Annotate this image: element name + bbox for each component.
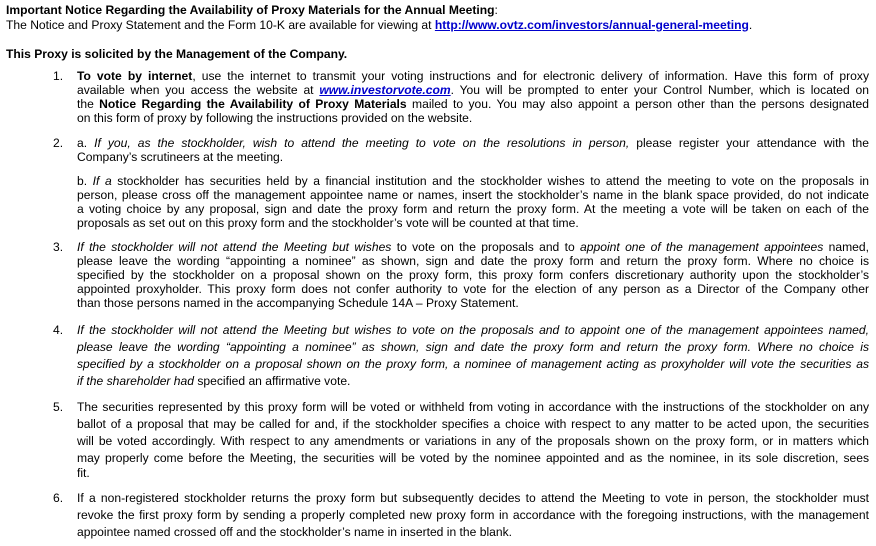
notice-heading-line xyxy=(6,3,498,17)
item-3-number: 3. xyxy=(53,240,64,254)
item-1-text: mailed to you. You may also appoint a person other than the persons designated xyxy=(406,97,869,111)
item-2b-label: b. xyxy=(77,174,88,188)
item-5-line-3: will be voted accordingly. With respect to any amendments or variations in any of the proposals shown on the proxy form, or in matters which xyxy=(77,434,869,448)
item-1-text: , use the internet to transmit your voting instructions and for electronic delivery of information. Have this form of proxy xyxy=(192,69,869,83)
item-6-line-3: appointee named crossed off and the stockholder’s name in inserted in the blank. xyxy=(77,525,512,539)
notice-line xyxy=(6,18,752,32)
item-1-text: . You will be prompted to enter your Control Number, which is located on xyxy=(450,83,869,97)
item-5-line-5: fit. xyxy=(77,466,90,480)
notice-heading-suffix: : xyxy=(494,3,498,17)
item-3-line-1 xyxy=(77,240,869,254)
item-2a-line-1 xyxy=(77,136,869,150)
item-3-line-2: please leave the wording “appointing a nominee” as shown, sign and date the proxy form and return the proxy form. Where no choice is xyxy=(77,254,869,268)
item-6-line-2: revoke the first proxy form by sending a properly completed new proxy form in accordance with the foregoing instructions, with the management xyxy=(77,508,869,522)
item-2a-italic: If you, as the stockholder, wish to attend the meeting to vote on the resolutions in person, xyxy=(94,136,630,150)
item-2b-line-2: person, please cross off the management appointee name or names, insert the stockholder’s name in the blank space provided, do not indicate xyxy=(77,188,869,202)
item-5-line-4: may properly come before the Meeting, the securities will be voted by the nominee appointed and as the nominee, in its sole discretion, sees xyxy=(77,451,869,465)
item-1-text: the xyxy=(77,97,100,111)
item-4-line-3: specified by a stockholder on a proposal shown on the proxy form, a nominee of management acting as proxyholder will vote the securities as xyxy=(77,357,869,371)
item-2b-line-3: a voting choice by any proposal, sign and date the proxy form and return the proxy form. At the meeting a vote will be taken on each of the xyxy=(77,202,869,216)
item-6-line-1: If a non-registered stockholder returns the proxy form but subsequently decides to attend the Meeting to vote in person, the stockholder must xyxy=(77,491,869,505)
item-4-line-1: If the stockholder will not attend the Meeting but wishes to vote on the proposals and to appoint one of the management appointees named, xyxy=(77,323,869,337)
item-4-number: 4. xyxy=(53,323,64,337)
item-2b-text: stockholder has securities held by a financial institution and the stockholder wishes to attend the meeting to vote on the proposals in xyxy=(111,174,869,188)
item-1-bold: To vote by internet xyxy=(77,69,193,83)
item-4-line-4 xyxy=(77,374,350,388)
item-6-number: 6. xyxy=(53,491,64,505)
item-2-number: 2. xyxy=(53,136,64,150)
item-4-italic: if the shareholder had xyxy=(77,374,194,388)
item-2a-line-2: Company’s scrutineers at the meeting. xyxy=(77,150,284,164)
item-1-line-1 xyxy=(77,69,869,83)
item-5-number: 5. xyxy=(53,400,64,414)
solicitation-statement: This Proxy is solicited by the Management of the Company. xyxy=(6,47,348,61)
proxy-materials-link[interactable]: http://www.ovtz.com/investors/annual-general-meeting xyxy=(434,18,749,32)
item-5-line-2: ballot of a proposal that may be called for and, if the stockholder specifies a choice with respect to any matter to be acted upon, the securities xyxy=(77,417,869,431)
item-4-line-2: please leave the wording “appointing a nominee” as shown, sign and date the proxy form and return the proxy form. Where no choice is xyxy=(77,340,869,354)
notice-line-end: . xyxy=(748,18,753,32)
item-1-line-4: on this form of proxy by following the instructions provided on the website. xyxy=(77,111,473,125)
item-3-text: named, xyxy=(823,240,869,254)
item-3-italic: If the stockholder will not attend the Meeting but wishes xyxy=(77,240,392,254)
item-2b-italic: If a xyxy=(92,174,112,188)
item-3-line-5: than those persons named in the accompanying Schedule 14A – Proxy Statement. xyxy=(77,296,519,310)
item-1-number: 1. xyxy=(53,69,64,83)
item-2b-line-4: proposals as set out on this proxy form and the stockholder’s vote will be counted at that time. xyxy=(77,216,579,230)
item-1-text: available when you access the website at xyxy=(77,83,320,97)
item-3-line-3: specified by the stockholder on a proposal shown on the proxy form, this proxy form confers discretionary authority upon the stockholder’s xyxy=(77,268,869,282)
item-3-line-4: appointed proxyholder. This proxy form does not confer authority to vote for the election of any person as a Director of the Company other xyxy=(77,282,869,296)
item-3-italic: appoint one of the management appointees xyxy=(580,240,824,254)
notice-text: The Notice and Proxy Statement and the Form 10-K are available for viewing at xyxy=(6,18,435,32)
item-5-line-1: The securities represented by this proxy form will be voted or withheld from voting in accordance with the instructions of the stockholder on any xyxy=(77,400,869,414)
item-4-text: specified an affirmative vote. xyxy=(194,374,351,388)
notice-heading: Important Notice Regarding the Availability of Proxy Materials for the Annual Meeting xyxy=(6,3,495,17)
item-2b-line-1 xyxy=(77,174,869,188)
investorvote-link[interactable]: www.investorvote.com xyxy=(319,83,451,97)
item-2a-label: a. xyxy=(77,136,88,150)
item-1-line-2 xyxy=(77,83,869,97)
item-1-line-3 xyxy=(77,97,869,111)
item-1-bold: Notice Regarding the Availability of Proxy Materials xyxy=(99,97,407,111)
item-2a-text: please register your attendance with the xyxy=(629,136,869,150)
item-3-text: to vote on the proposals and to xyxy=(391,240,581,254)
